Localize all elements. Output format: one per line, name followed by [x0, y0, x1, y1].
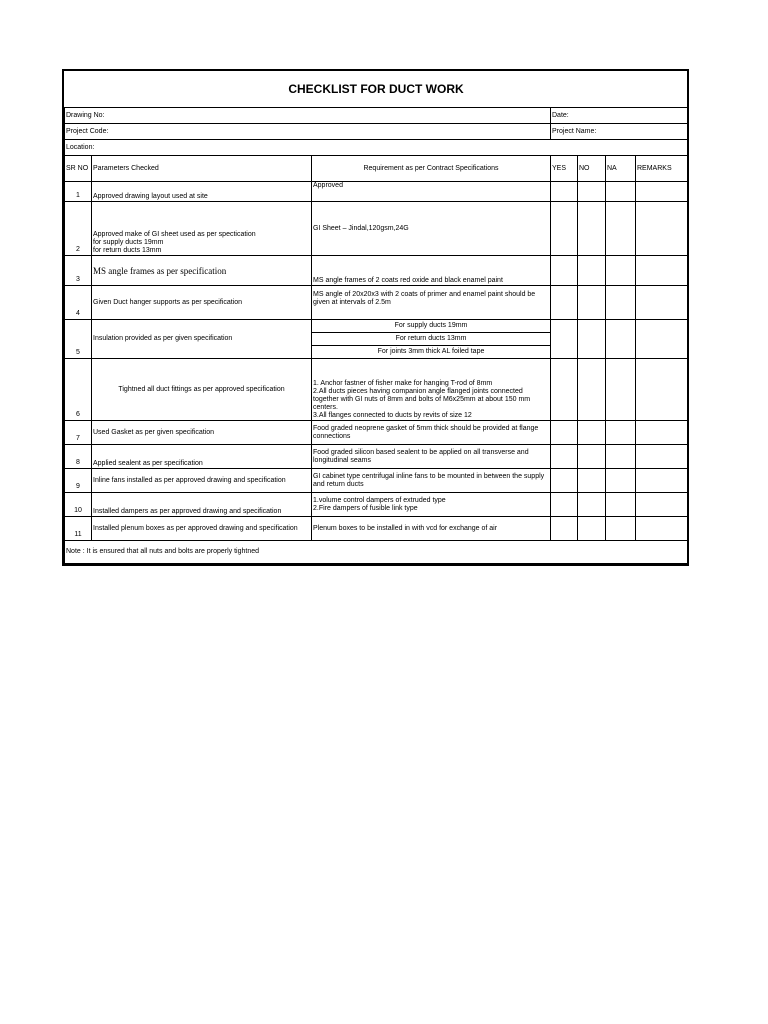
sr-no-cell: 9 — [65, 469, 92, 493]
remarks-cell[interactable] — [636, 445, 688, 469]
table-row — [65, 286, 688, 320]
date-value[interactable] — [606, 108, 688, 124]
requirement-cell: 1. Anchor fastner of fisher make for hanging T-rod of 8mm 2.All ducts pieces having companion angle flanged joints connected together with GI nuts of 8mm and bolts of M6x25mm at about 150 mm centers. 3.All flanges connected to ducts by revits of size 12 — [312, 359, 551, 421]
header-yes: YES — [551, 156, 578, 182]
remarks-cell[interactable] — [636, 421, 688, 445]
na-cell[interactable] — [606, 320, 636, 359]
requirement-cell: MS angle frames of 2 coats red oxide and black enamel paint — [312, 256, 551, 286]
table-row — [65, 202, 688, 256]
yes-cell[interactable] — [551, 320, 578, 359]
no-cell[interactable] — [578, 493, 606, 517]
no-cell[interactable] — [578, 359, 606, 421]
sr-no-cell: 6 — [65, 359, 92, 421]
header-no: NO — [578, 156, 606, 182]
checklist-table — [64, 71, 688, 564]
yes-cell[interactable] — [551, 182, 578, 202]
parameter-cell: Used Gasket as per given specification — [92, 421, 312, 445]
remarks-cell[interactable] — [636, 202, 688, 256]
remarks-cell[interactable] — [636, 256, 688, 286]
parameter-cell: Tightned all duct fittings as per approved specification — [92, 359, 312, 421]
no-cell[interactable] — [578, 421, 606, 445]
insulation-line: For joints 3mm thick AL foiled tape — [377, 348, 485, 355]
na-cell[interactable] — [606, 182, 636, 202]
insulation-subtable — [312, 320, 550, 358]
remarks-cell[interactable] — [636, 320, 688, 359]
requirement-cell — [312, 320, 551, 359]
na-cell[interactable] — [606, 256, 636, 286]
yes-cell[interactable] — [551, 445, 578, 469]
na-cell[interactable] — [606, 202, 636, 256]
header-parameters: Parameters Checked — [92, 156, 312, 182]
yes-cell[interactable] — [551, 256, 578, 286]
yes-cell[interactable] — [551, 469, 578, 493]
sr-no-cell: 7 — [65, 421, 92, 445]
no-cell[interactable] — [578, 256, 606, 286]
table-row — [65, 493, 688, 517]
no-cell[interactable] — [578, 182, 606, 202]
yes-cell[interactable] — [551, 493, 578, 517]
no-cell[interactable] — [578, 469, 606, 493]
requirement-cell: Food graded silicon based sealent to be applied on all transverse and longitudinal seams — [312, 445, 551, 469]
sr-no-cell: 11 — [65, 517, 92, 541]
requirement-cell: GI cabinet type centrifugal inline fans to be mounted in between the supply and return ducts — [312, 469, 551, 493]
location-label: Location: — [65, 140, 688, 156]
requirement-cell: Plenum boxes to be installed in with vcd for exchange of air — [312, 517, 551, 541]
requirement-cell: 1.volume control dampers of extruded type 2.Fire dampers of fusible link type — [312, 493, 551, 517]
sr-no-cell: 4 — [65, 286, 92, 320]
table-row — [65, 421, 688, 445]
na-cell[interactable] — [606, 421, 636, 445]
na-cell[interactable] — [606, 517, 636, 541]
remarks-cell[interactable] — [636, 493, 688, 517]
yes-cell[interactable] — [551, 286, 578, 320]
sr-no-cell: 10 — [65, 493, 92, 517]
table-row — [65, 320, 688, 359]
parameter-cell: Approved make of GI sheet used as per spectication for supply ducts 19mm for return ducts 13mm — [92, 202, 312, 256]
no-cell[interactable] — [578, 286, 606, 320]
yes-cell[interactable] — [551, 421, 578, 445]
no-cell[interactable] — [578, 202, 606, 256]
remarks-cell[interactable] — [636, 469, 688, 493]
remarks-cell[interactable] — [636, 359, 688, 421]
remarks-cell[interactable] — [636, 286, 688, 320]
table-row — [65, 182, 688, 202]
parameter-cell: Installed plenum boxes as per approved drawing and specification — [92, 517, 312, 541]
requirement-cell: GI Sheet – Jindal,120gsm,24G — [312, 202, 551, 256]
no-cell[interactable] — [578, 445, 606, 469]
sr-no-cell: 8 — [65, 445, 92, 469]
header-na: NA — [606, 156, 636, 182]
parameter-cell: Applied sealent as per specification — [92, 445, 312, 469]
na-cell[interactable] — [606, 469, 636, 493]
table-row — [65, 469, 688, 493]
requirement-cell: MS angle of 20x20x3 with 2 coats of primer and enamel paint should be given at intervals of 2.5m — [312, 286, 551, 320]
insulation-line: For supply ducts 19mm — [312, 320, 550, 333]
na-cell[interactable] — [606, 445, 636, 469]
header-requirement: Requirement as per Contract Specifications — [312, 156, 551, 182]
parameter-cell: Installed dampers as per approved drawing and specification — [92, 493, 312, 517]
table-row — [65, 445, 688, 469]
sr-no-cell: 2 — [65, 202, 92, 256]
table-row — [65, 256, 688, 286]
yes-cell[interactable] — [551, 517, 578, 541]
sr-no-cell: 5 — [65, 320, 92, 359]
parameter-cell: Given Duct hanger supports as per specification — [92, 286, 312, 320]
drawing-no-label: Drawing No: — [65, 108, 551, 124]
na-cell[interactable] — [606, 493, 636, 517]
no-cell[interactable] — [578, 320, 606, 359]
requirement-cell: Food graded neoprene gasket of 5mm thick should be provided at flange connections — [312, 421, 551, 445]
na-cell[interactable] — [606, 359, 636, 421]
yes-cell[interactable] — [551, 202, 578, 256]
table-row — [65, 359, 688, 421]
na-cell[interactable] — [606, 286, 636, 320]
parameter-cell: Approved drawing layout used at site — [92, 182, 312, 202]
header-sr-no: SR NO — [65, 156, 92, 182]
insulation-line: For return ducts 13mm — [312, 333, 550, 346]
date-label: Date: — [551, 108, 606, 124]
yes-cell[interactable] — [551, 359, 578, 421]
remarks-cell[interactable] — [636, 517, 688, 541]
sr-no-cell: 1 — [65, 182, 92, 202]
parameter-cell: Inline fans installed as per approved drawing and specification — [92, 469, 312, 493]
header-remarks: REMARKS — [636, 156, 688, 182]
parameter-cell: MS angle frames as per specification — [92, 256, 312, 286]
no-cell[interactable] — [578, 517, 606, 541]
parameter-cell: Insulation provided as per given specification — [92, 320, 312, 359]
sr-no-cell: 3 — [65, 256, 92, 286]
remarks-cell[interactable] — [636, 182, 688, 202]
note-text: Note : It is ensured that all nuts and bolts are properly tightned — [65, 541, 688, 564]
project-code-label: Project Code: — [65, 124, 551, 140]
page-title: CHECKLIST FOR DUCT WORK — [65, 71, 688, 108]
project-name-label: Project Name: — [551, 124, 688, 140]
table-row — [65, 517, 688, 541]
requirement-cell: Approved — [312, 182, 551, 202]
checklist-sheet — [62, 69, 689, 566]
